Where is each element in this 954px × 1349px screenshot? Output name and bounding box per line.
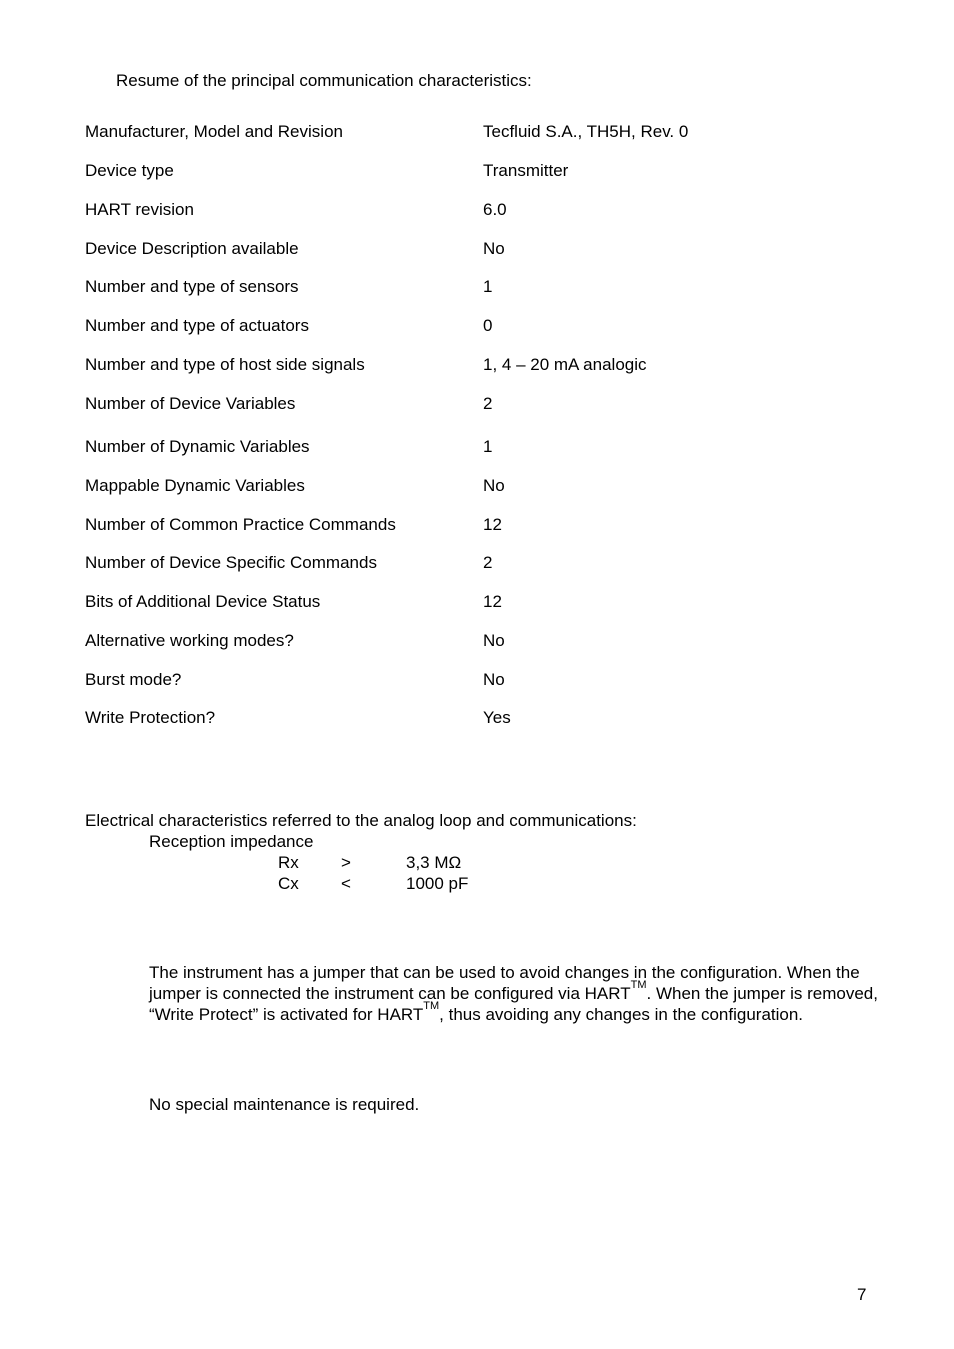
- row-label: Number and type of host side signals: [85, 355, 365, 374]
- row-label: Bits of Additional Device Status: [85, 592, 321, 611]
- row-value: No: [483, 239, 505, 258]
- reception-impedance-label: Reception impedance: [149, 832, 314, 851]
- row-value: 1: [483, 437, 493, 456]
- trademark-mark: TM: [423, 1000, 440, 1012]
- row-label: Number and type of sensors: [85, 277, 299, 296]
- row-value: No: [483, 476, 505, 495]
- row-label: Alternative working modes?: [85, 631, 294, 650]
- row-value: 1: [483, 277, 493, 296]
- jumper-paragraph: [149, 962, 879, 1025]
- param-operator: >: [341, 853, 351, 872]
- row-label: Mappable Dynamic Variables: [85, 476, 305, 495]
- trademark-mark: TM: [630, 979, 647, 991]
- row-label: Device type: [85, 161, 174, 180]
- row-value: 1, 4 – 20 mA analogic: [483, 355, 647, 374]
- param-name: Rx: [278, 853, 299, 872]
- row-label: Number of Device Specific Commands: [85, 553, 377, 572]
- row-label: Number of Device Variables: [85, 394, 296, 413]
- row-label: Manufacturer, Model and Revision: [85, 122, 343, 141]
- row-value: 2: [483, 553, 493, 572]
- param-operator: <: [341, 874, 351, 893]
- row-label: Burst mode?: [85, 670, 182, 689]
- row-value: No: [483, 631, 505, 650]
- row-value: 6.0: [483, 200, 507, 219]
- row-value: 12: [483, 515, 502, 534]
- row-value: 0: [483, 316, 493, 335]
- row-value: Tecfluid S.A., TH5H, Rev. 0: [483, 122, 689, 141]
- param-value: 1000 pF: [406, 874, 469, 893]
- row-value: 12: [483, 592, 502, 611]
- jumper-text-part3: , thus avoiding any changes in the configuration.: [439, 1005, 804, 1024]
- row-value: Transmitter: [483, 161, 569, 180]
- row-value: 2: [483, 394, 493, 413]
- row-label: HART revision: [85, 200, 194, 219]
- maintenance-note: No special maintenance is required.: [149, 1095, 420, 1114]
- row-label: Number of Common Practice Commands: [85, 515, 396, 534]
- row-value: No: [483, 670, 505, 689]
- param-value: 3,3 MΩ: [406, 853, 462, 872]
- electrical-heading: Electrical characteristics referred to the analog loop and communications:: [85, 811, 637, 830]
- jumper-text-part1: The instrument has a jumper that can be used to avoid changes in the configuration. When the jumper is connected the instrument can be configured via HART: [149, 963, 860, 1003]
- row-label: Device Description available: [85, 239, 299, 258]
- jumper-text-part2: . When the jumper is removed, “Write Protect” is activated for HART: [149, 984, 878, 1024]
- page-number: 7: [857, 1285, 867, 1304]
- row-label: Number of Dynamic Variables: [85, 437, 310, 456]
- row-value: Yes: [483, 708, 511, 727]
- intro-text: Resume of the principal communication characteristics:: [116, 71, 532, 90]
- param-name: Cx: [278, 874, 299, 893]
- row-label: Write Protection?: [85, 708, 216, 727]
- row-label: Number and type of actuators: [85, 316, 309, 335]
